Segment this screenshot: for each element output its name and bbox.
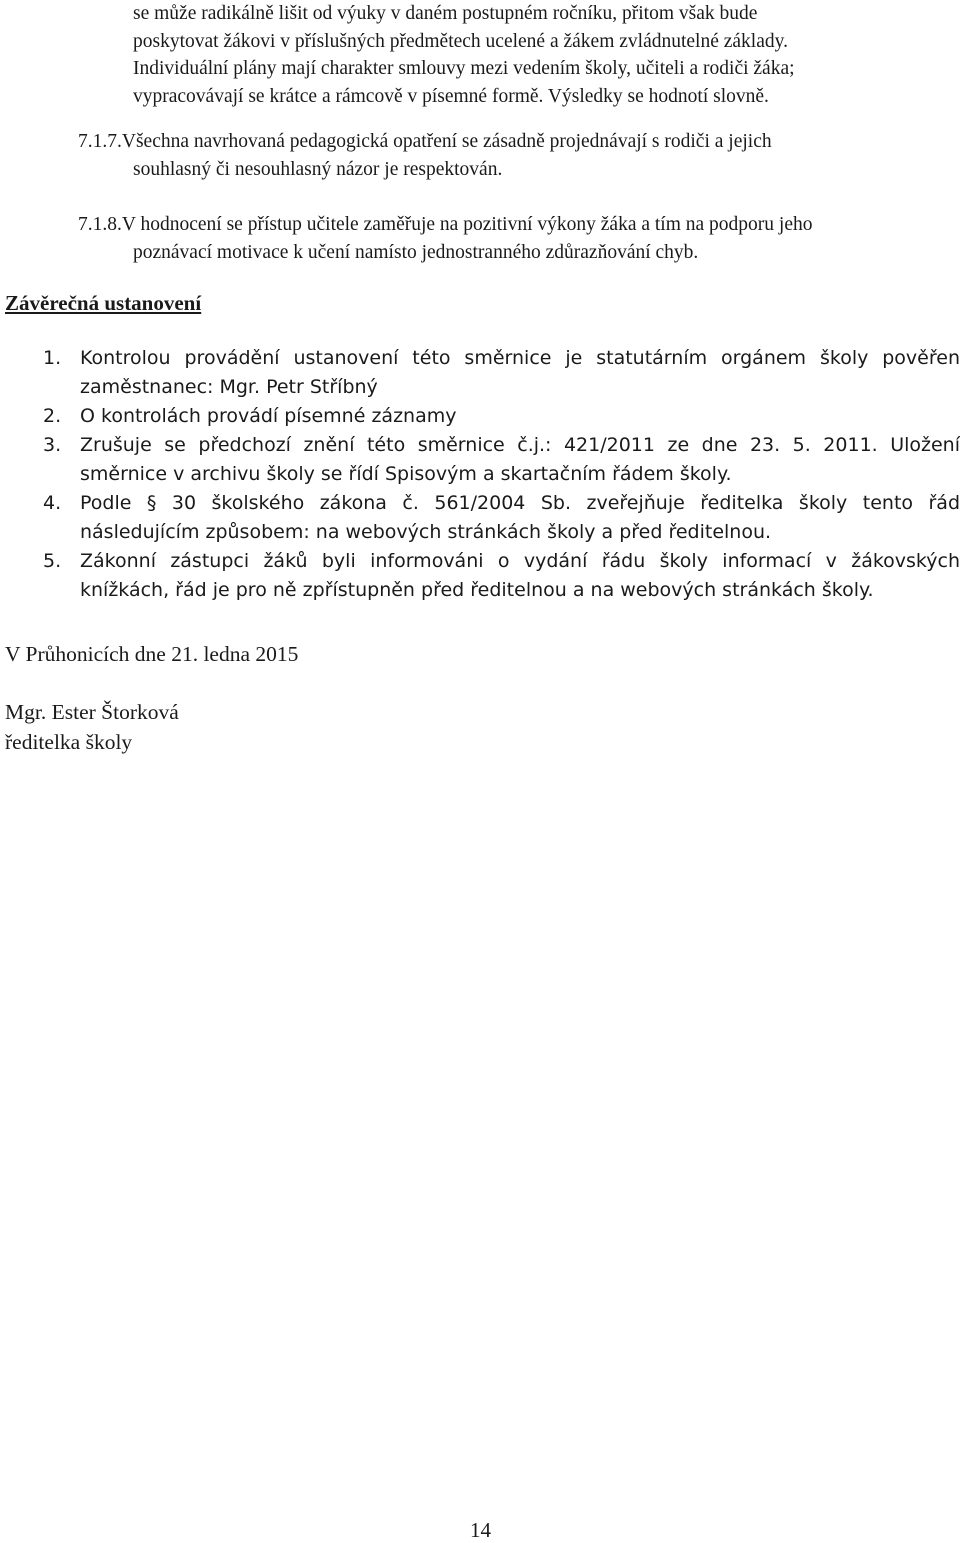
list-item [43, 402, 960, 431]
list-item [43, 431, 960, 489]
list-item-number: 4. [43, 492, 62, 514]
intro-line: vypracovávají se krátce a rámcově v písemné formě. Výsledky se hodnotí slovně. [133, 85, 769, 107]
list-item-number: 3. [43, 434, 62, 456]
signatory-role: ředitelka školy [5, 730, 133, 754]
section-text-line: Všechna navrhovaná pedagogická opatření se zásadně projednávají s rodiči a jejich [121, 131, 772, 152]
section-7-1-7 [78, 128, 938, 184]
section-heading: Závěrečná ustanovení [5, 291, 202, 315]
list-item-number: 5. [43, 550, 62, 572]
list-item [43, 547, 960, 605]
section-text-line: souhlasný či nesouhlasný názor je respektován. [133, 159, 503, 180]
signatory-name: Mgr. Ester Štorková [5, 700, 179, 724]
list-item [43, 344, 960, 402]
section-number: 7.1.8. [78, 214, 122, 235]
place-date: V Průhonicích dne 21. ledna 2015 [5, 642, 299, 666]
section-text-line: poznávací motivace k učení namísto jednostranného zdůrazňování chyb. [133, 242, 699, 263]
section-text-line: V hodnocení se přístup učitele zaměřuje na pozitivní výkony žáka a tím na podporu jeho [121, 214, 813, 235]
intro-line: Individuální plány mají charakter smlouvy mezi vedením školy, učiteli a rodiči žáka; [133, 58, 795, 79]
list-item-text: Zákonní zástupci žáků byli informováni o vydání řádu školy informací v žákovských knížkách, řád je pro ně zpřístupněn před ředitelnou a na webových stránkách školy. [80, 550, 960, 601]
list-item-text: Kontrolou provádění ustanovení této směrnice je statutárním orgánem školy pověřen zaměstnanec: Mgr. Petr Stříbný [80, 347, 960, 398]
intro-paragraph [133, 0, 933, 110]
final-provisions-list [43, 344, 960, 605]
list-item-number: 2. [43, 405, 62, 427]
list-item-text: O kontrolách provádí písemné záznamy [80, 405, 457, 427]
list-item-text: Zrušuje se předchozí znění této směrnice č.j.: 421/2011 ze dne 23. 5. 2011. Uložení směrnice v archivu školy se řídí Spisovým a skartačním řádem školy. [80, 434, 960, 485]
list-item [43, 489, 960, 547]
intro-line: se může radikálně lišit od výuky v daném postupném ročníku, přitom však bude [133, 3, 758, 24]
intro-line: poskytovat žákovi v příslušných předmětech ucelené a žákem zvládnutelné základy. [133, 30, 788, 52]
list-item-text: Podle § 30 školského zákona č. 561/2004 Sb. zveřejňuje ředitelka školy tento řád následujícím způsobem: na webových stránkách školy a před ředitelnou. [80, 492, 960, 543]
section-7-1-8 [78, 211, 938, 267]
list-item-number: 1. [43, 347, 62, 369]
page-number: 14 [470, 1518, 491, 1542]
section-number: 7.1.7. [78, 131, 122, 152]
